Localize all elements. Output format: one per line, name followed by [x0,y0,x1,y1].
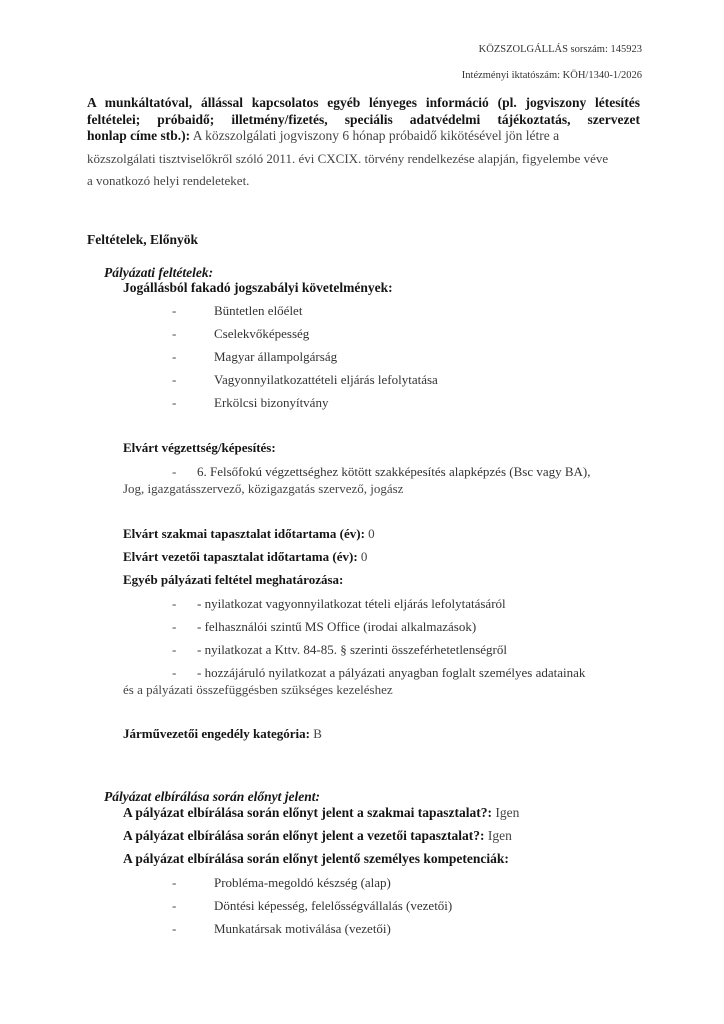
prof-experience-value: 0 [364,526,375,541]
list-dash: - [172,395,177,410]
list-dash: - [172,619,177,634]
filing-number: Intézményi iktatószám: KÖH/1340-1/2026 [461,70,642,81]
legal-requirements-title: Jogállásból fakadó jogszabályi követelmények: [123,280,393,295]
list-item: Probléma-megoldó készség (alap) [214,875,391,890]
list-dash: - [172,303,177,318]
intro-heading-line1: A munkáltatóval, állással kapcsolatos egyéb lényeges információ (pl. jogviszony létesítés [87,95,640,110]
section-title: Feltételek, Előnyök [87,232,198,247]
prof-experience-label: Elvárt szakmai tapasztalat időtartama (év): [123,526,365,541]
list-dash: - [172,349,177,364]
list-dash: - [172,464,177,479]
education-line2: Jog, igazgatásszervező, közigazgatás szervező, jogász [123,481,404,496]
list-item: Vagyonnyilatkozattételi eljárás lefolytatása [214,372,438,387]
list-item: Erkölcsi bizonyítvány [214,395,329,410]
list-item: Döntési képesség, felelősségvállalás (vezetői) [214,898,453,913]
list-item: Munkatársak motiválása (vezetői) [214,921,391,936]
license-label: Járművezetői engedély kategória: [123,726,311,741]
mgmt-experience-value: 0 [357,549,368,564]
other-conditions-title: Egyéb pályázati feltétel meghatározása: [123,572,344,587]
prof-advantage-label: A pályázat elbírálása során előnyt jelent a szakmai tapasztalat?: [123,805,492,820]
education-title: Elvárt végzettség/képesítés: [123,440,276,455]
education-line1: 6. Felsőfokú végzettséghez kötött szakképesítés alapképzés (Bsc vagy BA), [197,464,591,479]
list-item: - nyilatkozat vagyonnyilatkozat tételi eljárás lefolytatásáról [197,596,506,611]
list-dash: - [172,921,177,936]
list-dash: - [172,372,177,387]
list-item: Büntetlen előélet [214,303,303,318]
list-item-continuation: és a pályázati összefüggésben szükséges kezeléshez [123,682,393,697]
advantages-subtitle: Pályázat elbírálása során előnyt jelent: [104,789,320,804]
serial-number: KÖZSZOLGÁLLÁS sorszám: 145923 [478,44,642,55]
list-dash: - [172,665,177,680]
intro-text-line3: a vonatkozó helyi rendeleteket. [87,173,250,188]
list-item: Cselekvőképesség [214,326,310,341]
list-item: Magyar állampolgárság [214,349,338,364]
competencies-title: A pályázat elbírálása során előnyt jelentő személyes kompetenciák: [123,851,509,866]
mgmt-experience-label: Elvárt vezetői tapasztalat időtartama (év): [123,549,358,564]
mgmt-advantage-value: Igen [484,828,512,843]
list-dash: - [172,898,177,913]
intro-text-line1: A közszolgálati jogviszony 6 hónap próbaidő kikötésével jön létre a [190,128,560,143]
intro-heading-line2: feltételei; próbaidő; illetmény/fizetés, speciális adatvédelmi tájékoztatás, szervezet [87,112,640,127]
prof-advantage-value: Igen [491,805,520,820]
license-value: B [310,726,322,741]
list-dash: - [172,326,177,341]
intro-heading-line3: honlap címe stb.): [87,128,191,143]
conditions-subtitle: Pályázati feltételek: [104,265,214,280]
intro-text-line2: közszolgálati tisztviselőkről szóló 2011. évi CXCIX. törvény rendelkezése alapján, figyelembe véve [87,151,609,166]
list-item: - felhasználói szintű MS Office (irodai alkalmazások) [197,619,477,634]
list-dash: - [172,642,177,657]
mgmt-advantage-label: A pályázat elbírálása során előnyt jelent a vezetői tapasztalat?: [123,828,485,843]
list-item: - hozzájáruló nyilatkozat a pályázati anyagban foglalt személyes adatainak [197,665,586,680]
list-item: - nyilatkozat a Kttv. 84-85. § szerinti összeférhetetlenségről [197,642,507,657]
list-dash: - [172,875,177,890]
list-dash: - [172,596,177,611]
